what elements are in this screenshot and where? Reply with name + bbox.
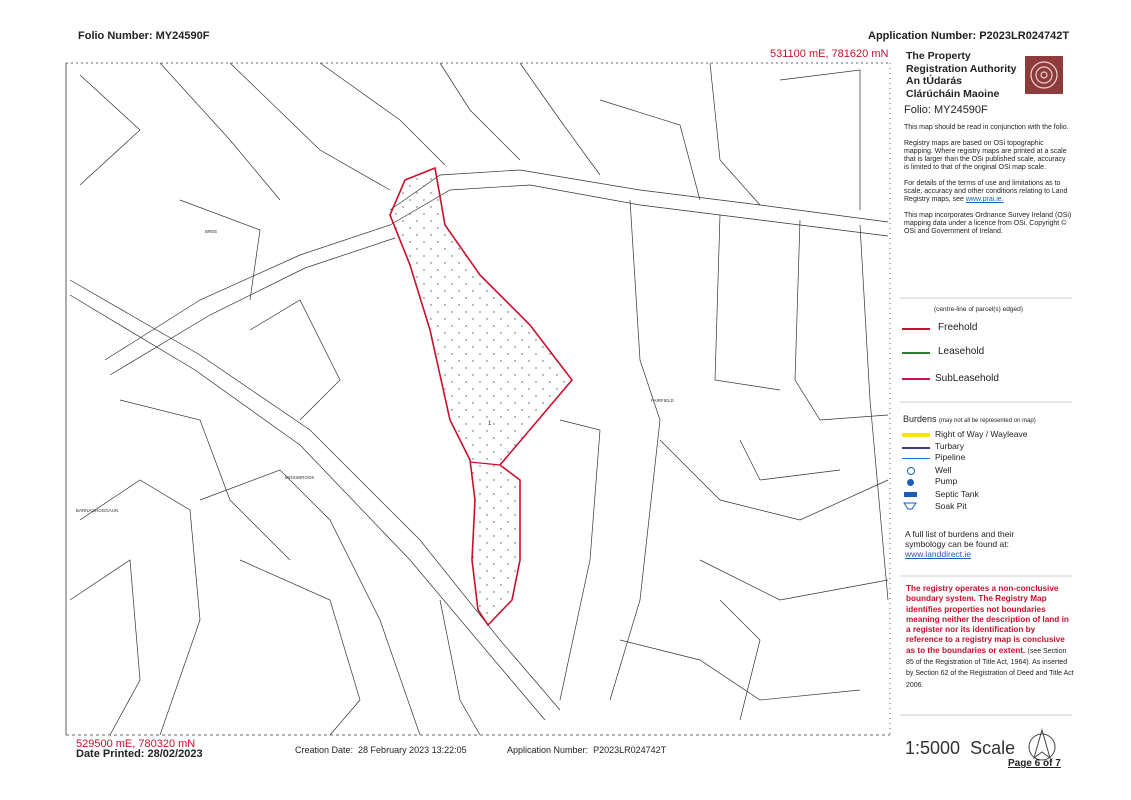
panel-note-3: For details of the terms of use and limitations as to scale, accuracy and other conditions relating to Land Registry maps, see www.prai.ie. — [904, 179, 1068, 204]
legend-freehold: Freehold — [938, 322, 978, 333]
townland-mossbrook: MOSSBROOK — [285, 475, 315, 480]
burden-well: Well — [935, 465, 952, 475]
panel-folio: Folio: MY24590F — [904, 104, 988, 116]
burden-turbary: Turbary — [935, 441, 964, 451]
right-of-way-icon — [902, 433, 930, 437]
burden-pump: Pump — [935, 476, 958, 486]
well-icon — [907, 467, 915, 475]
panel-note-4: This map incorporates Ordnance Survey Ireland (OSi) mapping data under a licence from OSi. Copyright © OSi and Government of Ireland. — [904, 211, 1072, 236]
leasehold-line-icon — [902, 352, 930, 354]
page-number: Page 6 of 7 — [1008, 758, 1061, 769]
bottom-left-coordinate: 529500 mE, 780320 mN — [76, 738, 196, 750]
townland-barnagroggaun: BARNAGROGGAUN — [76, 508, 119, 513]
burden-right-of-way: Right of Way / Wayleave — [935, 429, 1028, 439]
info-panel — [900, 50, 1072, 244]
soak-pit-icon — [903, 502, 917, 510]
septic-tank-icon — [904, 492, 917, 497]
map-scale: 1:5000 Scale — [905, 738, 1016, 758]
boundary-notice: The registry operates a non-conclusive boundary system. The Registry Map identifies properties not boundaries meaning neither the description of land in a register nor its identification by reference to a registry map is conclusive as to the boundaries or extent. (see Section 85 of the Registration of Title Act, 1964). As inserted by Section 62 of the Registration of Deed and Title Act 2006. — [906, 584, 1074, 689]
date-printed: Date Printed: 28/02/2023 — [76, 748, 203, 760]
turbary-icon — [902, 447, 930, 449]
folio-number: Folio Number: MY24590F — [78, 30, 210, 42]
landdirect-link[interactable]: www.landdirect.ie — [905, 549, 972, 559]
subleasehold-line-icon — [902, 378, 930, 380]
burden-soak-pit: Soak Pit — [935, 501, 967, 511]
parcel-label[interactable]: 1 — [488, 421, 492, 427]
legend-caption: (centre-line of parcel(s) edged) — [934, 306, 1023, 313]
legend-leasehold: Leasehold — [938, 346, 985, 357]
authority-name-2: Registration Authority — [906, 62, 1017, 75]
townland-bree: BREE — [205, 229, 218, 234]
townland-fairfield: FAIRFIELD — [651, 398, 674, 403]
north-arrow-icon — [1029, 730, 1055, 760]
creation-date: Creation Date: 28 February 2023 13:22:05 — [295, 745, 467, 755]
freehold-parcel[interactable] — [390, 168, 572, 625]
legend-subleasehold: SubLeasehold — [935, 373, 999, 384]
authority-name-4: Clárúcháin Maoine — [906, 87, 1000, 100]
pipeline-icon — [902, 458, 930, 459]
pump-icon — [907, 479, 914, 486]
application-number: Application Number: P2023LR024742T — [868, 30, 1070, 42]
burden-septic-tank: Septic Tank — [935, 489, 979, 499]
authority-name-1: The Property — [906, 50, 971, 62]
panel-note-1: This map should be read in conjunction with the folio. — [904, 124, 1069, 132]
freehold-line-icon — [902, 328, 930, 330]
burdens-title: Burdens (may not all be represented on map) — [903, 414, 1036, 424]
footer-application-number: Application Number: P2023LR024742T — [507, 745, 667, 755]
authority-name-3: An tÚdarás — [906, 75, 963, 87]
top-right-coordinate: 531100 mE, 781620 mN — [770, 48, 889, 60]
burden-pipeline: Pipeline — [935, 452, 966, 462]
burdens-full-list: A full list of burdens and their symbology can be found at: www.landdirect.ie — [905, 529, 1015, 559]
prai-link[interactable]: www.prai.ie. — [965, 196, 1004, 204]
panel-note-2: Registry maps are based on OSi topographic mapping. Where registry maps are printed at a scale that is larger than the OSi published scale, accuracy is limited to that of the original OSi map scale. — [904, 139, 1067, 172]
